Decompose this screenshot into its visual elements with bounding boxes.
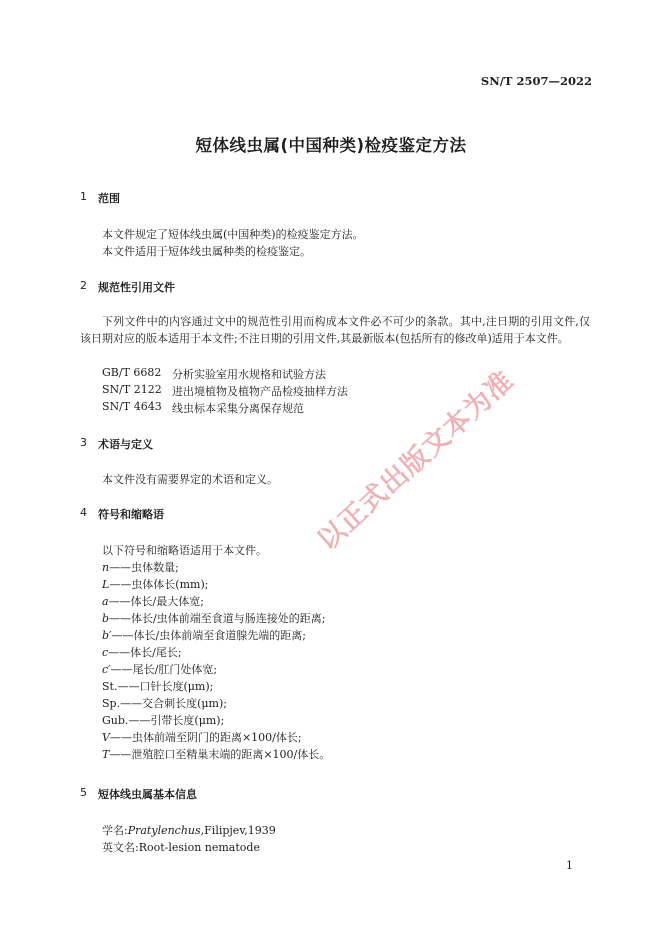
symbol-definition: ——体长/最大体宽; [108, 595, 204, 608]
section-2-heading: 规范性引用文件 [98, 281, 175, 294]
scientific-name-line [102, 822, 276, 838]
symbol: b [102, 612, 110, 625]
ref-code: SN/T 2122 [102, 383, 162, 396]
symbol-definition: ——体长/虫体前端至食道与肠连接处的距离; [109, 612, 326, 625]
symbol-row [102, 746, 330, 762]
symbol: n [102, 561, 110, 574]
symbol: c [102, 646, 109, 659]
section-4-intro: 以下符号和缩略语适用于本文件。 [102, 544, 267, 557]
section-4-heading: 符号和缩略语 [98, 508, 164, 521]
symbol: L [102, 578, 110, 591]
symbol-definition: ——体长/尾长; [108, 646, 182, 659]
symbol: St. [102, 680, 118, 693]
scientific-name-label: 学名: [102, 824, 128, 837]
section-2-intro: 下列文件中的内容通过文中的规范性引用而构成本文件必不可少的条款。其中,注日期的引用文件,仅该日期对应的版本适用于本文件;不注日期的引用文件,其最新版本(包括所有的修改单)适用于本文件。 [80, 315, 590, 345]
symbol-definition: ——虫体前端至阴门的距离×100/体长; [109, 731, 302, 744]
watermark: 以正式出版文本为准 [311, 364, 521, 557]
symbol-row [102, 729, 302, 745]
symbol-row [102, 576, 208, 592]
symbol-row [102, 559, 179, 575]
english-name-label: 英文名: [102, 841, 139, 854]
ref-code: GB/T 6682 [102, 366, 162, 379]
symbol-row [102, 644, 182, 660]
english-name: Root-lesion nematode [138, 841, 260, 854]
document-title: 短体线虫属(中国种类)检疫鉴定方法 [195, 136, 467, 155]
symbol-definition: ——尾长/肛门处体宽; [110, 663, 218, 676]
symbol: V [102, 731, 110, 744]
symbol-row [102, 593, 204, 609]
symbol: T [102, 748, 110, 761]
scientific-author: ,Filipjev,1939 [200, 824, 276, 837]
symbol: Gub. [102, 714, 129, 727]
symbol-definition: ——体长/虫体前端至食道腺先端的距离; [111, 629, 306, 642]
symbol-definition: ——虫体数量; [109, 561, 179, 574]
section-5-number: 5 [80, 786, 87, 799]
symbol-row [102, 627, 306, 643]
page-number: 1 [566, 859, 573, 872]
symbol: Sp. [102, 697, 121, 710]
section-4-number: 4 [80, 506, 87, 519]
symbol-definition: ——口针长度(μm); [117, 680, 214, 693]
section-2-number: 2 [80, 279, 87, 292]
symbol-row [102, 712, 224, 728]
ref-code: SN/T 4643 [102, 400, 162, 413]
symbol-row [102, 610, 325, 626]
section-1-number: 1 [80, 190, 87, 203]
symbol-row [102, 695, 227, 711]
symbol: c′ [102, 663, 111, 676]
symbol-definition: ——引带长度(μm); [128, 714, 225, 727]
symbol-row [102, 661, 217, 677]
scientific-genus: Pratylenchus [127, 824, 201, 837]
symbol: a [102, 595, 109, 608]
symbol-row [102, 678, 213, 694]
section-3-heading: 术语与定义 [98, 438, 153, 451]
english-name-line [102, 839, 260, 855]
symbol-definition: ——交合刺长度(μm); [120, 697, 227, 710]
standard-code: SN/T 2507—2022 [480, 74, 592, 88]
symbol-definition: ——泄殖腔口至精巢末端的距离×100/体长。 [109, 748, 331, 761]
symbol: b′ [102, 629, 112, 642]
ref-title: 进出境植物及植物产品检疫抽样方法 [172, 385, 348, 398]
ref-title: 线虫标本采集分离保存规范 [172, 402, 304, 415]
symbol-definition: ——虫体体长(mm); [109, 578, 209, 591]
section-3-para: 本文件没有需要界定的术语和定义。 [102, 473, 278, 486]
ref-title: 分析实验室用水规格和试验方法 [172, 368, 326, 381]
section-1-para-2: 本文件适用于短体线虫属种类的检疫鉴定。 [102, 245, 311, 258]
section-1-para-1: 本文件规定了短体线虫属(中国种类)的检疫鉴定方法。 [102, 228, 364, 241]
section-3-number: 3 [80, 436, 87, 449]
section-1-heading: 范围 [98, 192, 120, 205]
section-5-heading: 短体线虫属基本信息 [98, 788, 197, 801]
